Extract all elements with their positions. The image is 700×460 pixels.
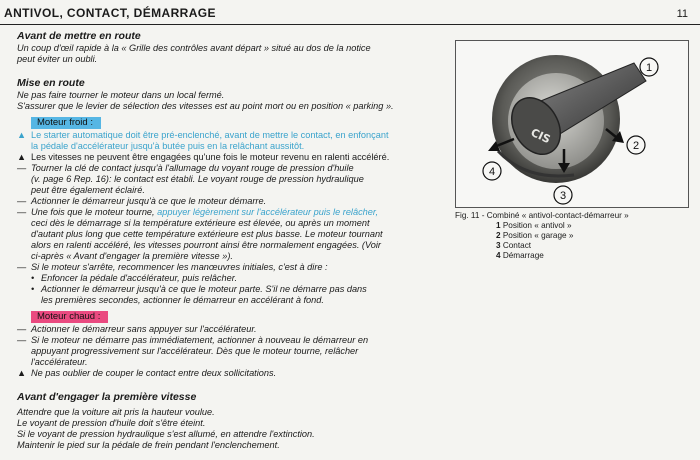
cold-item-highlight: appuyer légèrement sur l'accélérateur puis le relâcher, — [157, 207, 378, 217]
cold-warning — [17, 130, 442, 152]
cold-item-line: alors en ralenti accéléré, les vitesses pourront ainsi être normalement engagées. (Voir — [31, 240, 381, 250]
cold-item-line: ci-après « Avant d'engager la première vitesse »). — [31, 251, 233, 261]
cold-item-4 — [17, 262, 442, 273]
cold-warning-line: la pédale d'accélérateur jusqu'à butée puis en la relâchant aussitôt. — [31, 141, 305, 151]
section-title-start: Mise en route — [17, 77, 85, 89]
first-gear-line: Attendre que la voiture ait pris la hauteur voulue. — [17, 407, 215, 417]
page-header — [0, 0, 700, 28]
spacer — [17, 65, 442, 77]
before-line-2: peut éviter un oubli. — [17, 54, 98, 64]
cold-item-2 — [17, 196, 442, 207]
gear-note — [17, 152, 442, 163]
caption-title: Combiné « antivol-contact-démarreur » — [486, 211, 629, 220]
cold-item-line: d'autant plus long que cette température extérieure est plus basse. Le moteur tournant — [31, 229, 383, 239]
cold-item-3 — [17, 207, 442, 262]
callout-2 — [627, 136, 645, 154]
hot-item-line: Ne pas oublier de couper le contact entre deux sollicitations. — [31, 368, 277, 378]
warning-triangle-icon: ▲ — [17, 152, 27, 162]
callout-3 — [554, 186, 572, 204]
ignition-figure — [455, 40, 689, 208]
page-title: ANTIVOL, CONTACT, DÉMARRAGE — [4, 6, 216, 20]
hot-warning — [17, 368, 442, 379]
start-intro-2: S'assurer que le levier de sélection des vitesses est au point mort ou en position « parking ». — [17, 101, 394, 111]
cold-item-line: Tourner la clé de contact jusqu'à l'allumage du voyant rouge de pression d'huile — [31, 163, 354, 173]
start-intro-1: Ne pas faire tourner le moteur dans un local fermé. — [17, 90, 225, 100]
cold-sub-item-2 — [17, 284, 442, 306]
caption-prefix: Fig. 11 — [455, 211, 480, 220]
warning-triangle-icon: ▲ — [17, 368, 27, 378]
page-number: 11 — [676, 8, 688, 20]
caption-item-label: Contact — [502, 241, 532, 250]
dash-bullet: — — [17, 324, 27, 334]
section-title-before: Avant de mettre en route — [17, 30, 141, 42]
callout-number: 1 — [645, 62, 653, 74]
caption-item-label: Démarrage — [502, 251, 544, 260]
caption-item — [496, 221, 629, 231]
first-gear-line: Le voyant de pression d'huile doit s'être éteint. — [17, 418, 206, 428]
sub-item-line: Actionner le démarreur jusqu'à ce que le moteur parte. S'il ne démarre pas dans — [41, 284, 367, 294]
first-gear-line: Maintenir le pied sur la pédale de frein pendant l'enclenchement. — [17, 440, 280, 450]
caption-item — [496, 251, 629, 261]
caption-item-number: 4 — [496, 251, 501, 260]
caption-item-label: Position « antivol » — [502, 221, 572, 230]
caption-item-label: Position « garage » — [502, 231, 574, 240]
main-column — [17, 30, 442, 451]
hot-item-1 — [17, 324, 442, 335]
dash-bullet: — — [17, 262, 27, 272]
cold-item-line: Si le moteur s'arrête, recommencer les manœuvres initiales, c'est à dire : — [31, 262, 328, 272]
cold-warning-line: Le starter automatique doit être pré-enclenché, avant de mettre le contact, en enfonçant — [31, 130, 389, 140]
dot-bullet: • — [31, 284, 35, 294]
cold-item-first-line — [31, 207, 442, 218]
spacer — [17, 379, 442, 391]
dash-bullet: — — [17, 163, 27, 173]
cold-item-1 — [17, 163, 442, 196]
hot-item-line: Actionner le démarreur sans appuyer sur l'accélérateur. — [31, 324, 257, 334]
caption-item — [496, 231, 629, 241]
cold-item-text: Une fois que le moteur tourne, — [31, 207, 158, 217]
callout-1 — [640, 58, 658, 76]
hot-engine-badge: Moteur chaud : — [31, 311, 108, 323]
caption-item-number: 2 — [496, 231, 501, 240]
before-line-1: Un coup d'œil rapide à la « Grille des contrôles avant départ » situé au dos de la notice — [17, 43, 371, 53]
callout-4 — [483, 162, 501, 180]
cold-item-line: ceci dès le démarrage si la température extérieure est élevée, ou après un moment — [31, 218, 370, 228]
callout-number: 4 — [488, 166, 496, 178]
ignition-switch-illustration — [456, 41, 688, 207]
hot-item-2 — [17, 335, 442, 368]
hot-item-line: Si le moteur ne démarre pas immédiatement, actionner à nouveau le démarreur en — [31, 335, 369, 345]
cold-sub-item-1 — [17, 273, 442, 284]
cold-item-line: Actionner le démarreur jusqu'à ce que le moteur démarre. — [31, 196, 267, 206]
caption-item-number: 1 — [496, 221, 501, 230]
cold-item-line: peut être également éclairé. — [31, 185, 145, 195]
sub-item-line: les premières secondes, actionner le démarreur en accélérant à fond. — [41, 295, 324, 305]
hot-item-line: l'accélérateur. — [31, 357, 88, 367]
cold-engine-badge: Moteur froid : — [31, 117, 101, 129]
dash-bullet: — — [17, 335, 27, 345]
warning-triangle-icon: ▲ — [17, 130, 27, 140]
dot-bullet: • — [31, 273, 35, 283]
callout-number: 3 — [559, 190, 567, 202]
gear-note-text: Les vitesses ne peuvent être engagées qu'une fois le moteur revenu en ralenti accéléré. — [31, 152, 390, 162]
caption-item-number: 3 — [496, 241, 501, 250]
header-rule — [0, 24, 700, 25]
section-title-first-gear: Avant d'engager la première vitesse — [17, 391, 197, 403]
dash-bullet: — — [17, 196, 27, 206]
dash-bullet: — — [17, 207, 27, 217]
callout-number: 2 — [632, 140, 640, 152]
cold-item-line: (v. page 6 Rep. 16): le contact est établi. Le voyant rouge de pression hydraulique — [31, 174, 364, 184]
figure-caption — [455, 211, 629, 261]
hot-item-line: appuyant progressivement sur l'accélérateur. Dès que le moteur tourne, relâcher — [31, 346, 359, 356]
first-gear-line: Si le voyant de pression hydraulique s'est allumé, en attendre l'extinction. — [17, 429, 315, 439]
key-brand-text: CIS — [528, 125, 553, 147]
caption-item — [496, 241, 629, 251]
caption-title-line: Fig. 11 - Combiné « antivol-contact-démarreur » — [455, 211, 629, 220]
sub-item-line: Enfoncer la pédale d'accélérateur, puis relâcher. — [41, 273, 238, 283]
